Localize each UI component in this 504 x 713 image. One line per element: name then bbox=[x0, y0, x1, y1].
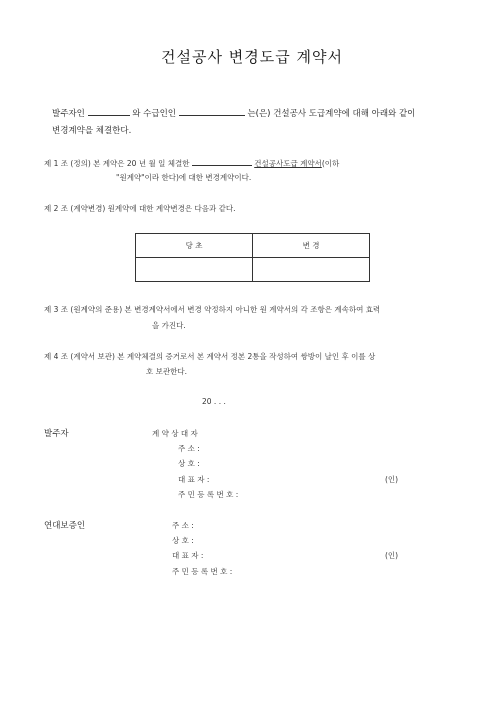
orderer-party-label: 계 약 상 대 자 bbox=[152, 429, 198, 438]
change-table bbox=[135, 233, 370, 282]
article-1-line-2: "원계약"이라 한다)에 대한 변경계약이다. bbox=[116, 173, 252, 182]
orderer-company: 상 호 : bbox=[178, 459, 200, 468]
article-3-line-1: 제 3 조 (원계약의 준용) 본 변경계약서에서 변경 약정하지 아니한 원 계약서의 각 조항은 계속하여 효력 bbox=[44, 305, 381, 314]
orderer-seal: (인) bbox=[385, 475, 399, 484]
article-1-head: 제 1 조 (정의) 본 계약은 20 년 월 일 체결한 bbox=[44, 159, 190, 168]
orderer-label: 발주자 bbox=[44, 429, 69, 439]
contractor-blank bbox=[179, 106, 245, 116]
table-header-changed: 변 경 bbox=[253, 234, 370, 258]
table-cell-original[interactable] bbox=[136, 258, 253, 282]
article-4-line-2: 호 보관한다. bbox=[146, 367, 187, 376]
guarantor-label: 연대보증인 bbox=[44, 521, 86, 531]
table-cell-changed[interactable] bbox=[253, 258, 370, 282]
orderer-address: 주 소 : bbox=[178, 444, 200, 453]
contractor-label: 와 수급인인 bbox=[132, 109, 177, 119]
guarantor-address: 주 소 : bbox=[172, 521, 194, 530]
date-line: 20 . . . bbox=[202, 397, 226, 406]
orderer-label: 발주자인 bbox=[52, 109, 85, 119]
table-header-row bbox=[136, 234, 370, 258]
article-3-line-2: 을 가진다. bbox=[152, 321, 186, 330]
intro-rest: 는(은) 건설공사 도급계약에 대해 아래와 같이 bbox=[247, 109, 416, 119]
orderer-registration: 주 민 등 록 번 호 : bbox=[178, 490, 239, 499]
table-header-original: 당 초 bbox=[136, 234, 253, 258]
guarantor-registration: 주 민 등 록 번 호 : bbox=[172, 567, 233, 576]
guarantor-representative: 대 표 자 : bbox=[172, 551, 204, 560]
article-1-line-1 bbox=[44, 156, 339, 169]
page-title: 건설공사 변경도급 계약서 bbox=[161, 48, 343, 66]
article-1-blank bbox=[192, 156, 252, 166]
article-1-contract-name: 건설공사도급 계약서 bbox=[254, 159, 322, 168]
table-row bbox=[136, 258, 370, 282]
guarantor-seal: (인) bbox=[385, 551, 399, 560]
intro-line-2: 변경계약을 체결한다. bbox=[52, 126, 132, 136]
orderer-blank bbox=[88, 106, 130, 116]
orderer-representative: 대 표 자 : bbox=[178, 475, 210, 484]
article-4-line-1: 제 4 조 (계약서 보관) 본 계약체결의 증거로서 본 계약서 정본 2통을 작성하여 쌍방이 날인 후 이를 상 bbox=[44, 352, 376, 361]
intro-line-1 bbox=[52, 106, 415, 119]
article-2: 제 2 조 (계약변경) 원계약에 대한 계약변경은 다음과 같다. bbox=[44, 204, 236, 213]
guarantor-company: 상 호 : bbox=[172, 536, 194, 545]
article-1-tail: (이하 bbox=[321, 159, 340, 168]
